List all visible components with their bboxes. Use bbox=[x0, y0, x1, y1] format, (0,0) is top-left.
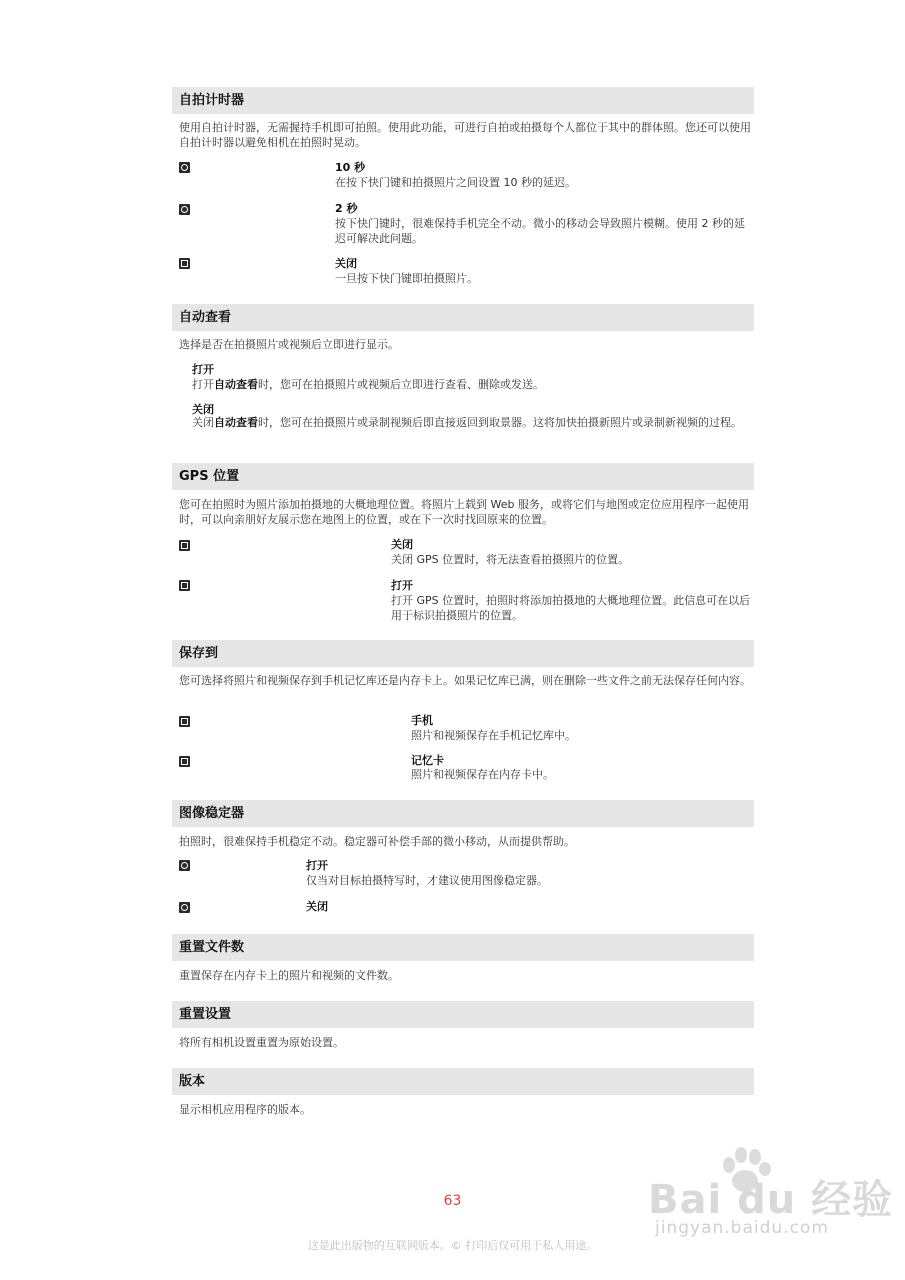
option-title: 10 秒 bbox=[335, 161, 366, 174]
memory-card-icon bbox=[179, 756, 190, 767]
section-desc-autoreview: 选择是否在拍摄照片或视频后立即进行显示。 bbox=[179, 338, 399, 351]
section-heading-saveto: 保存到 bbox=[172, 640, 754, 667]
option-desc: 仅当对目标拍摄特写时，才建议使用图像稳定器。 bbox=[306, 874, 548, 887]
option-desc: 照片和视频保存在内存卡中。 bbox=[411, 768, 554, 781]
stabilizer-off-icon bbox=[179, 902, 190, 913]
gps-off-icon bbox=[179, 540, 190, 551]
option-desc: 在按下快门键和拍摄照片之间设置 10 秒的延迟。 bbox=[335, 176, 576, 189]
timer-off-icon bbox=[179, 258, 190, 269]
stabilizer-on-icon bbox=[179, 860, 190, 871]
section-desc-stabilizer: 拍照时，很难保持手机稳定不动。稳定器可补偿手部的微小移动，从而提供帮助。 bbox=[179, 835, 575, 848]
option-title: 手机 bbox=[411, 714, 433, 727]
section-heading-resetcount: 重置文件数 bbox=[172, 934, 754, 961]
option-desc: 打开 GPS 位置时，拍照时将添加拍摄地的大概地理位置。此信息可在以后用于标识拍摄照片的位置。 bbox=[391, 594, 751, 622]
section-heading-resetsettings: 重置设置 bbox=[172, 1001, 754, 1028]
timer-2s-icon bbox=[179, 204, 190, 215]
section-desc-saveto: 您可选择将照片和视频保存到手机记忆库还是内存卡上。如果记忆库已满，则在删除一些文件之前无法保存任何内容。 bbox=[179, 674, 751, 687]
section-desc-resetsettings: 将所有相机设置重置为原始设置。 bbox=[179, 1036, 344, 1049]
section-heading-autoreview: 自动查看 bbox=[172, 304, 754, 331]
option-title: 关闭 bbox=[306, 900, 328, 913]
option-title: 关闭 bbox=[391, 538, 413, 551]
option-desc: 打开自动查看时，您可在拍摄照片或视频后立即进行查看、删除或发送。 bbox=[192, 378, 544, 391]
gps-on-icon bbox=[179, 580, 190, 591]
option-desc: 关闭自动查看时，您可在拍摄照片或录制视频后即直接返回到取景器。这将加快拍摄新照片或录制新视频的过程。 bbox=[192, 416, 742, 429]
option-title: 打开 bbox=[192, 363, 214, 376]
section-heading-version: 版本 bbox=[172, 1068, 754, 1095]
option-title: 关闭 bbox=[335, 257, 357, 270]
section-desc-version: 显示相机应用程序的版本。 bbox=[179, 1103, 311, 1116]
page-number: 63 bbox=[443, 1193, 462, 1209]
section-heading-gps: GPS 位置 bbox=[172, 463, 754, 490]
option-title: 打开 bbox=[391, 579, 413, 592]
option-desc: 按下快门键时，很难保持手机完全不动。微小的移动会导致照片模糊。使用 2 秒的延迟可解决此问题。 bbox=[335, 217, 745, 245]
option-desc: 照片和视频保存在手机记忆库中。 bbox=[411, 729, 576, 742]
option-desc: 关闭 GPS 位置时，将无法查看拍摄照片的位置。 bbox=[391, 553, 630, 566]
section-heading-selftimer: 自拍计时器 bbox=[172, 87, 754, 114]
phone-memory-icon bbox=[179, 716, 190, 727]
option-title: 2 秒 bbox=[335, 202, 358, 215]
watermark-brand: Bai du 经验 bbox=[648, 1177, 894, 1223]
option-title: 关闭 bbox=[192, 403, 214, 416]
option-desc: 一旦按下快门键即拍摄照片。 bbox=[335, 272, 478, 285]
footer-copyright: 这是此出版物的互联网版本。© 打印后仅可用于私人用途。 bbox=[307, 1239, 598, 1252]
option-title: 记忆卡 bbox=[411, 754, 444, 767]
timer-10s-icon bbox=[179, 162, 190, 173]
section-desc-resetcount: 重置保存在内存卡上的照片和视频的文件数。 bbox=[179, 969, 399, 982]
section-heading-stabilizer: 图像稳定器 bbox=[172, 800, 754, 827]
section-desc-selftimer: 使用自拍计时器，无需握持手机即可拍照。使用此功能，可进行自拍或拍摄每个人都位于其中的群体照。您还可以使用自拍计时器以避免相机在拍照时晃动。 bbox=[179, 121, 751, 149]
option-title: 打开 bbox=[306, 859, 328, 872]
watermark-url: jingyan.baidu.com bbox=[655, 1218, 829, 1238]
section-desc-gps: 您可在拍照时为照片添加拍摄地的大概地理位置。将照片上载到 Web 服务，或将它们与地图或定位应用程序一起使用时，可以向亲朋好友展示您在地图上的位置，或在下一次时找回原来的位置。 bbox=[179, 498, 749, 526]
